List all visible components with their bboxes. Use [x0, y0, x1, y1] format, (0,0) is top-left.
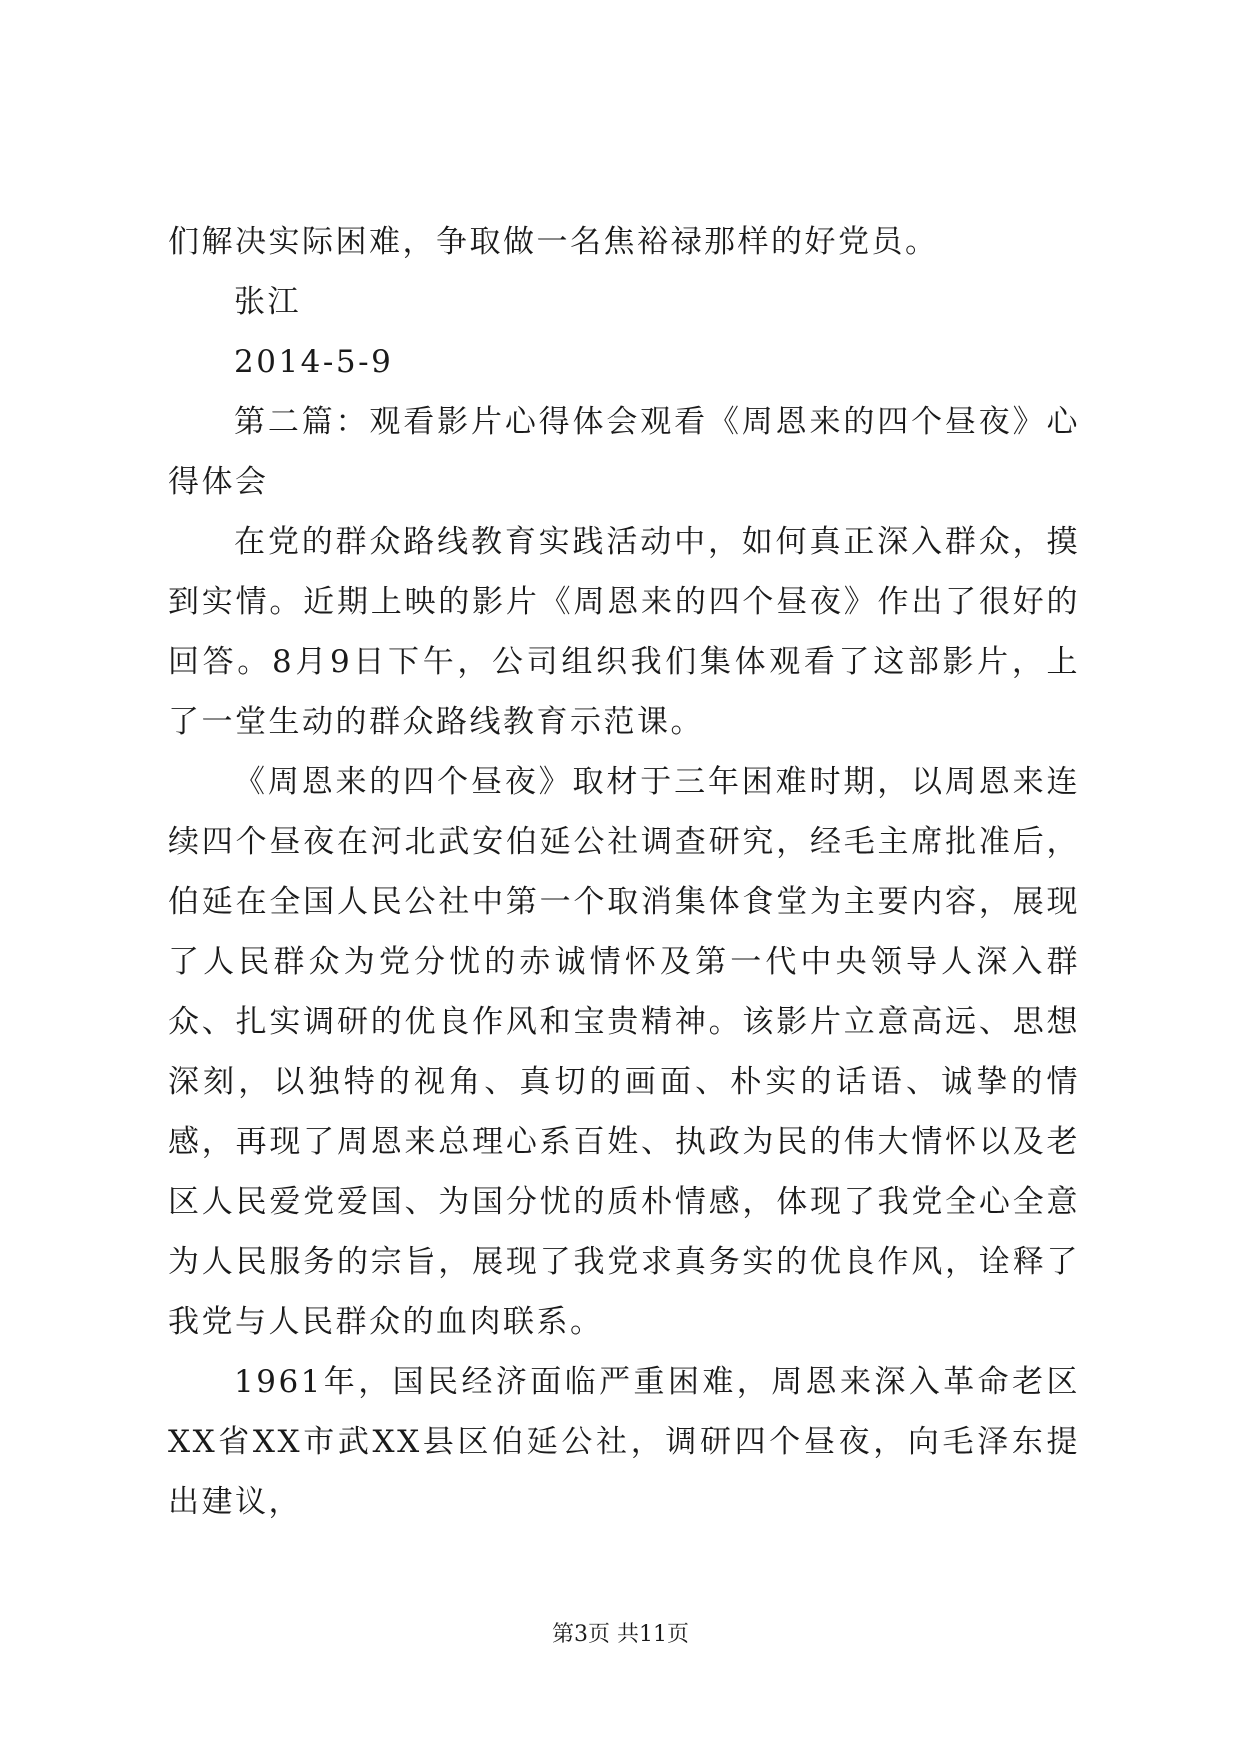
page-number-footer: 第3页 共11页 [552, 1622, 689, 1647]
paragraph-continuation: 们解决实际困难，争取做一名焦裕禄那样的好党员。 [168, 224, 939, 260]
document-body [168, 212, 1080, 1532]
paragraph-film-summary: 《周恩来的四个昼夜》取材于三年困难时期，以周恩来连续四个昼夜在河北武安伯延公社调查研究，经毛主席批准后，伯延在全国人民公社中第一个取消集体食堂为主要内容，展现了人民群众为党分忧的赤诚情怀及第一代中央领导人深入群众、扎实调研的优良作风和宝贵精神。该影片立意高远、思想深刻，以独特的视角、真切的画面、朴实的话语、诚挚的情感，再现了周恩来总理心系百姓、执政为民的伟大情怀以及老区人民爱党爱国、为国分忧的质朴情感，体现了我党全心全意为人民服务的宗旨，展现了我党求真务实的优良作风，诠释了我党与人民群众的血肉联系。 [168, 764, 1080, 1340]
paragraph-intro: 在党的群众路线教育实践活动中，如何真正深入群众，摸到实情。近期上映的影片《周恩来的四个昼夜》作出了很好的回答。8月9日下午，公司组织我们集体观看了这部影片，上了一堂生动的群众路线教育示范课。 [168, 524, 1080, 740]
document-date: 2014-5-9 [234, 344, 394, 380]
section-heading: 第二篇：观看影片心得体会观看《周恩来的四个昼夜》心得体会 [168, 404, 1080, 500]
author-name: 张江 [234, 284, 301, 320]
paragraph-history: 1961年，国民经济面临严重困难，周恩来深入革命老区XX省XX市武XX县区伯延公社，调研四个昼夜，向毛泽东提出建议， [168, 1364, 1080, 1520]
